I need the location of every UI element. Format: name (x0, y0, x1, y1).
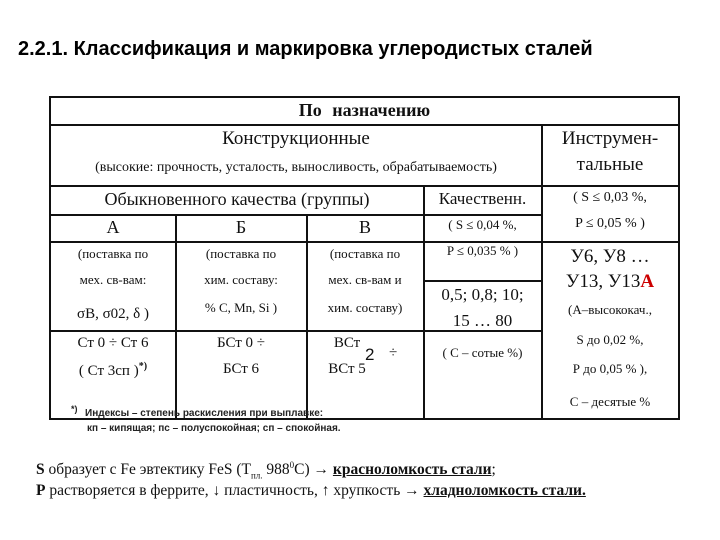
tool-grades-line1: У6, У8 … (570, 246, 650, 267)
group-a-cell (51, 215, 175, 241)
footer-red-brittleness: красноломкость стали (332, 461, 492, 479)
v-delivery-3: хим. составу) (327, 300, 403, 315)
footer-line2-a: растворяется в феррите, ↓ пластичность, ↑ хрупкость → (45, 482, 424, 499)
v-grade-2: ВСт 5 (328, 361, 366, 377)
footer-cold-brittleness: хладноломкость стали. (423, 482, 586, 499)
footer-s-symbol: S (36, 461, 45, 479)
group-a-grades (51, 331, 175, 418)
footnote-line2: кп – кипящая; пс – полуспокойная; сп – спокойная. (87, 423, 341, 434)
a-grade-1: Ст 0 ÷ Ст 6 (77, 335, 149, 351)
a-delivery-3: σВ, σ02, δ ) (77, 306, 149, 322)
group-b-cell (176, 215, 306, 241)
construct-cell (51, 125, 541, 185)
footnote-mark: *) (71, 404, 78, 414)
ordinary-cell (51, 186, 423, 214)
tool-header-cell (542, 125, 678, 185)
quality-grades-line3: ( С – сотые %) (442, 345, 523, 360)
tool-grades-cell (542, 242, 678, 418)
tool-s-limit: ( S ≤ 0,03 %, (573, 190, 647, 205)
footer-p-symbol: P (36, 482, 46, 499)
quality-s-limit: ( S ≤ 0,04 %, (448, 217, 517, 232)
a-delivery-1: (поставка по (77, 246, 149, 261)
tool-label-1: Инструмен- (561, 128, 659, 149)
group-v-delivery (307, 242, 423, 330)
tool-grades-line2-text: У13, У13 (565, 271, 641, 292)
group-a-label: А (106, 217, 120, 237)
b-grade-2: БСт 6 (222, 361, 260, 377)
tool-grades-line2 (542, 271, 678, 293)
tool-grades-line4: S до 0,02 %, (576, 332, 644, 347)
tool-grades-line5: Р до 0,05 % ), (572, 361, 648, 376)
a-grade-footnote-mark: *) (138, 361, 148, 372)
footer-sulfur-line (36, 460, 496, 480)
ordinary-label: Обыкновенного качества (группы) (104, 189, 370, 209)
v-delivery-2: мех. св-вам и (328, 272, 402, 287)
footer-line1-a: образует с Fe эвтектику FeS (Т (44, 461, 251, 479)
tool-p-limit: P ≤ 0,05 % ) (575, 216, 645, 231)
footnote-line1: Индексы – степень раскисления при выплавке: (85, 408, 324, 419)
tool-label-2: тальные (576, 154, 644, 175)
quality-label: Качественн. (438, 189, 527, 208)
tool-grades-line6: С – десятые % (569, 394, 651, 409)
construct-sub: (высокие: прочность, усталость, выносливость, обрабатываемость) (95, 160, 497, 175)
group-v-label: В (358, 217, 371, 237)
footer-line1-end: ; (491, 461, 496, 479)
a-delivery-2: мех. св-вам: (79, 272, 147, 287)
page-title: 2.2.1. Классификация и маркировка углеродистых сталей (18, 38, 593, 60)
quality-grades-line2: 15 … 80 (452, 311, 513, 330)
b-delivery-3: % C, Mn, Si ) (204, 300, 278, 315)
group-b-delivery (176, 242, 306, 330)
footer-line1-b: 988 (262, 461, 290, 479)
b-grade-1: БСт 0 ÷ (216, 335, 266, 351)
footer-line1-sup: 0 (289, 460, 295, 470)
v-grade-1: ВСт (333, 335, 361, 351)
v-grade-number: 2 (365, 345, 375, 364)
classification-table (49, 96, 680, 420)
header-label: По назначению (298, 100, 431, 120)
a-grade-2 (51, 361, 175, 380)
tool-grades-a-suffix: А (640, 271, 655, 292)
quality-limits-cell (424, 215, 541, 280)
b-delivery-2: хим. составу: (204, 272, 278, 287)
v-delivery-1: (поставка по (329, 246, 401, 261)
footer-line1-sub: пл. (250, 470, 263, 481)
tool-grades-line3: (А–высококач., (568, 302, 652, 317)
footer-phosphorus-line (36, 482, 586, 500)
group-b-label: Б (235, 217, 247, 237)
b-delivery-1: (поставка по (205, 246, 277, 261)
group-b-grades (176, 331, 306, 418)
v-grade-divide: ÷ (389, 345, 398, 361)
group-a-delivery (51, 242, 175, 330)
quality-cell (424, 186, 541, 214)
group-v-cell (307, 215, 423, 241)
a-grade-2-text: ( Ст 3сп ) (78, 363, 139, 379)
quality-grades-line1: 0,5; 0,8; 10; (441, 285, 524, 304)
header-by-purpose (51, 98, 678, 124)
footer-line1-c: С) → (294, 461, 333, 479)
quality-p-limit: P ≤ 0,035 % ) (446, 243, 519, 258)
quality-grades-cell (424, 281, 541, 418)
group-v-grades (307, 331, 423, 418)
tool-limits-cell (542, 186, 678, 241)
construct-label: Конструкционные (222, 128, 370, 149)
